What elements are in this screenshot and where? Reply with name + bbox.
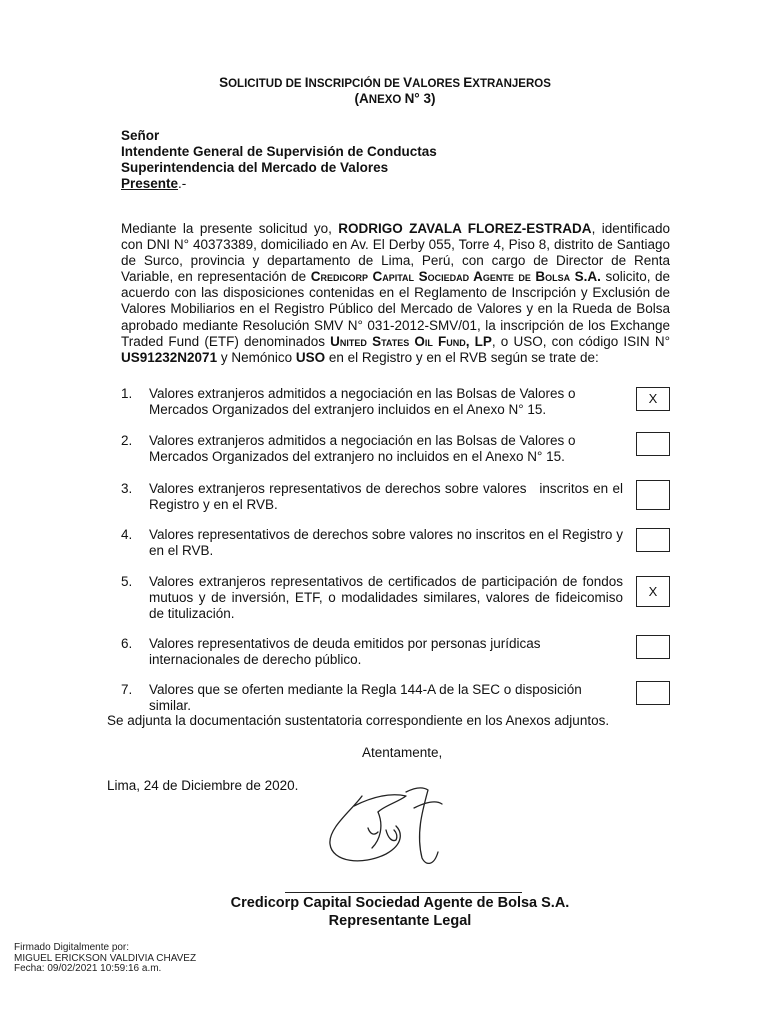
item-text: Valores que se oferten mediante la Regla 144-A de la SEC o disposición similar. bbox=[149, 682, 582, 714]
title-part: NSCRIPCIÓN DE bbox=[308, 78, 404, 90]
addressee-position: Intendente General de Supervisión de Conductas bbox=[121, 144, 437, 159]
company-name-footer: Credicorp Capital Sociedad Agente de Bolsa S.A. bbox=[230, 895, 570, 911]
company-name: Credicorp Capital Sociedad Agente de Bolsa S.A. bbox=[310, 269, 601, 285]
item-number: 3. bbox=[121, 481, 133, 496]
addressee-presente bbox=[121, 176, 437, 192]
isin-code: US91232N2071 bbox=[121, 349, 218, 365]
document-title bbox=[0, 75, 770, 90]
checkbox-item-5[interactable]: X bbox=[636, 576, 670, 607]
digital-signature-label: Firmado Digitalmente por: bbox=[14, 942, 130, 953]
addressee-institution: Superintendencia del Mercado de Valores bbox=[121, 160, 389, 175]
checkbox-item-1[interactable]: X bbox=[636, 387, 670, 411]
body-text: en el Registro y en el RVB según se trate de: bbox=[325, 349, 599, 365]
applicant-name: RODRIGO ZAVALA FLOREZ-ESTRADA bbox=[338, 221, 592, 236]
title-part: I bbox=[304, 75, 309, 90]
item-number: 2. bbox=[121, 433, 133, 448]
item-number: 6. bbox=[121, 636, 133, 651]
signatory-role: Representante Legal bbox=[328, 913, 472, 929]
item-number: 7. bbox=[121, 682, 133, 697]
request-paragraph bbox=[121, 221, 670, 366]
checkbox-item-3[interactable] bbox=[636, 480, 670, 510]
addressee-block bbox=[121, 128, 437, 192]
body-text: y Nemónico bbox=[217, 349, 296, 365]
body-text: , o USO, con código ISIN N° bbox=[491, 333, 670, 349]
subtitle-part: NEXO bbox=[368, 94, 405, 106]
body-text: Mediante la presente solicitud yo, bbox=[121, 221, 339, 236]
signature-line bbox=[285, 892, 522, 893]
document-subtitle bbox=[10, 91, 770, 106]
item-number: 5. bbox=[121, 574, 133, 589]
place-and-date: Lima, 24 de Diciembre de 2020. bbox=[107, 778, 299, 793]
digital-signature-date: Fecha: 09/02/2021 10:59:16 a.m. bbox=[14, 963, 162, 974]
subtitle-part: (A bbox=[354, 91, 369, 106]
checkbox-item-6[interactable] bbox=[636, 635, 670, 659]
checkbox-item-7[interactable] bbox=[636, 681, 670, 705]
presente-word: Presente bbox=[121, 176, 179, 191]
item-number: 4. bbox=[121, 527, 133, 542]
title-part: XTRANJEROS bbox=[472, 78, 551, 90]
item-number: 1. bbox=[121, 386, 133, 401]
title-part: S bbox=[219, 75, 229, 90]
item-text: Valores extranjeros representativos de derechos sobre valores inscritos en el Registro y en el RVB. bbox=[149, 481, 627, 513]
title-part: ALORES bbox=[412, 78, 464, 90]
handwritten-signature bbox=[322, 782, 450, 878]
item-text: Valores extranjeros representativos de certificados de participación de fondos mutuos y de inversión, ETF, o modalidades similares, valores de fideicomiso de titulización. bbox=[149, 574, 623, 622]
title-part: OLICITUD DE bbox=[228, 78, 305, 90]
ticker-code: USO bbox=[295, 349, 326, 365]
addressee-salutation: Señor bbox=[121, 128, 160, 143]
closing-salutation: Atentamente, bbox=[362, 745, 443, 760]
item-text: Valores representativos de derechos sobre valores no inscritos en el Registro y en el RVB. bbox=[149, 527, 623, 559]
item-text: Valores extranjeros admitidos a negociación en las Bolsas de Valores o Mercados Organizados del extranjero incluidos en el Anexo N° 15. bbox=[149, 386, 576, 418]
presente-suffix: .- bbox=[178, 176, 187, 191]
fund-name: United States Oil Fund, LP bbox=[330, 333, 492, 349]
checkbox-item-4[interactable] bbox=[636, 528, 670, 552]
digital-signature-signer: MIGUEL ERICKSON VALDIVIA CHAVEZ bbox=[14, 952, 197, 964]
digital-signature-stamp bbox=[14, 943, 196, 975]
body-text: , identificado con DNI N° 40373389, domiciliado en Av. El Derby 055, Torre 4, Piso 8, distrito de Santiago de Surco, provincia y departamento de Lima, Perú, con cargo de Director de Renta Variable, en representación de bbox=[121, 221, 670, 285]
attachments-note: Se adjunta la documentación sustentatoria correspondiente en los Anexos adjuntos. bbox=[107, 713, 610, 728]
title-part: V bbox=[403, 75, 413, 90]
title-part: E bbox=[463, 75, 473, 90]
item-text: Valores representativos de deuda emitidos por personas jurídicas internacionales de derecho público. bbox=[149, 636, 541, 668]
subtitle-part: N° 3) bbox=[404, 91, 436, 106]
item-text: Valores extranjeros admitidos a negociación en las Bolsas de Valores o Mercados Organizados del extranjero no incluidos en el Anexo N° 15. bbox=[149, 433, 576, 465]
body-text: solicito, de acuerdo con las disposiciones contenidas en el Reglamento de Inscripción y Exclusión de Valores Mobiliarios en el Registro Público del Mercado de Valores y en la Rueda de Bolsa aprobado mediante Resolución SMV N° 031-2012-SMV/01, la inscripción de los Exchange Traded Fund (ETF) denominados bbox=[121, 269, 670, 349]
checkbox-item-2[interactable] bbox=[636, 432, 670, 456]
